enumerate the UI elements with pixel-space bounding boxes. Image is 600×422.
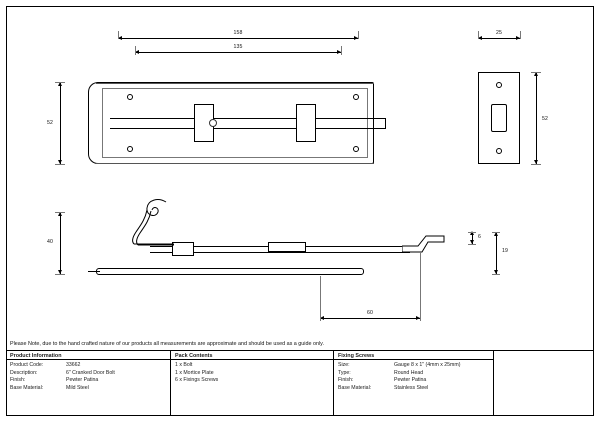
table-column-fixing-screws [334,351,494,416]
backplate-inner-outline [102,88,368,158]
row-value: Pewter Patina [394,377,427,384]
mortice-plate-slot [491,104,507,132]
row-key: Description: [10,369,38,376]
table-row [338,377,493,385]
dim-label-52: 52 [47,120,53,126]
column-header: Product Information [6,351,170,360]
ext-line-19-top [492,232,500,233]
row-value: Stainless Steel [394,384,429,391]
ext-line-60-right [420,252,421,321]
row-key: Product Code: [10,362,44,368]
table-row: 6 x Fixings Screws [175,377,219,384]
table-row [10,362,170,370]
table-row [338,385,493,393]
bolt-knob-pivot [209,119,217,127]
dim-label-60: 60 [367,310,373,316]
ext-line-keep52-top [531,72,541,73]
measurement-note: Please Note, due to the hand crafted nature of our products all measurements are approximate and should be used as a guide only. [6,338,594,351]
ext-line-158-right [358,31,359,39]
screw-hole [127,94,133,100]
column-body [6,360,170,392]
ext-line-keep-left [478,31,479,39]
ext-line-52-top [55,82,65,83]
bolt-shaft-bottom-edge [110,128,385,129]
dim-label-135: 135 [233,44,243,50]
row-key: Finish: [10,377,26,384]
row-key: Base Material: [338,384,372,391]
ext-line-135-right [341,46,342,55]
table-row: 1 x Bolt [175,362,193,368]
dim-label-40: 40 [47,239,53,245]
table-column-logo [494,351,594,416]
plate-edge-top [96,83,374,84]
table-column-pack-contents [171,351,334,416]
row-key: Finish: [338,377,354,384]
ext-line-40-top [55,212,65,213]
dim-line-keep-52 [536,72,537,164]
dim-line-40 [60,212,61,274]
row-value: Round Head [394,369,424,376]
side-collar-right [268,242,306,252]
dim-line-135 [135,52,341,53]
bolt-shaft-end [385,118,386,129]
ext-line-40-bottom [55,274,65,275]
table-row [10,370,170,378]
screw-hole [353,146,359,152]
cranked-handle-curl [118,198,178,256]
dim-label-6: 6 [478,234,481,240]
ext-line-19-bottom [492,274,500,275]
ext-line-158-left [118,31,119,39]
side-backplate [96,268,364,275]
row-value: Mild Steel [66,384,89,391]
column-header: Pack Contents [171,351,333,360]
table-row: 1 x Mortice Plate [175,369,214,376]
side-backplate-left-taper [88,271,100,272]
row-key: Size: [338,362,350,368]
ext-line-6-top [468,232,476,233]
cranked-bolt-end [402,232,446,256]
dim-line-60 [320,318,420,319]
bolt-collar-right [296,104,316,142]
dim-label-keep-52: 52 [542,116,548,122]
column-body [334,360,493,392]
row-value: 6" Cranked Door Bolt [66,369,115,376]
table-row [338,370,493,378]
info-table [6,351,594,416]
dim-line-19 [496,232,497,274]
screw-hole [127,146,133,152]
ext-line-135-left [135,46,136,55]
column-header: Fixing Screws [334,351,493,360]
ext-line-52-bottom [55,164,65,165]
table-column-product-information [6,351,171,416]
ext-line-6-bottom [468,244,476,245]
dim-line-keep-25 [478,38,520,39]
ext-line-keep52-bottom [531,164,541,165]
column-body [171,360,333,385]
row-value: Pewter Patina [66,377,99,384]
row-value: Gauge 8 x 1" (4mm x 25mm) [394,362,461,368]
screw-hole [496,148,502,154]
row-key: Base Material: [10,384,44,391]
screw-hole [496,82,502,88]
dim-line-52 [60,82,61,164]
table-row [10,377,170,385]
screw-hole [353,94,359,100]
row-key: Type: [338,369,351,376]
bolt-shaft-top-edge [110,118,385,119]
ext-line-60-left [320,276,321,321]
plate-edge-bottom [96,163,374,164]
dim-label-158: 158 [233,30,243,36]
dim-line-158 [118,38,358,39]
table-row [10,385,170,393]
row-value: 33662 [66,362,81,368]
ext-line-keep-right [520,31,521,39]
dim-label-keep-25: 25 [496,30,502,36]
dim-label-19: 19 [502,248,508,254]
table-row [338,362,493,370]
